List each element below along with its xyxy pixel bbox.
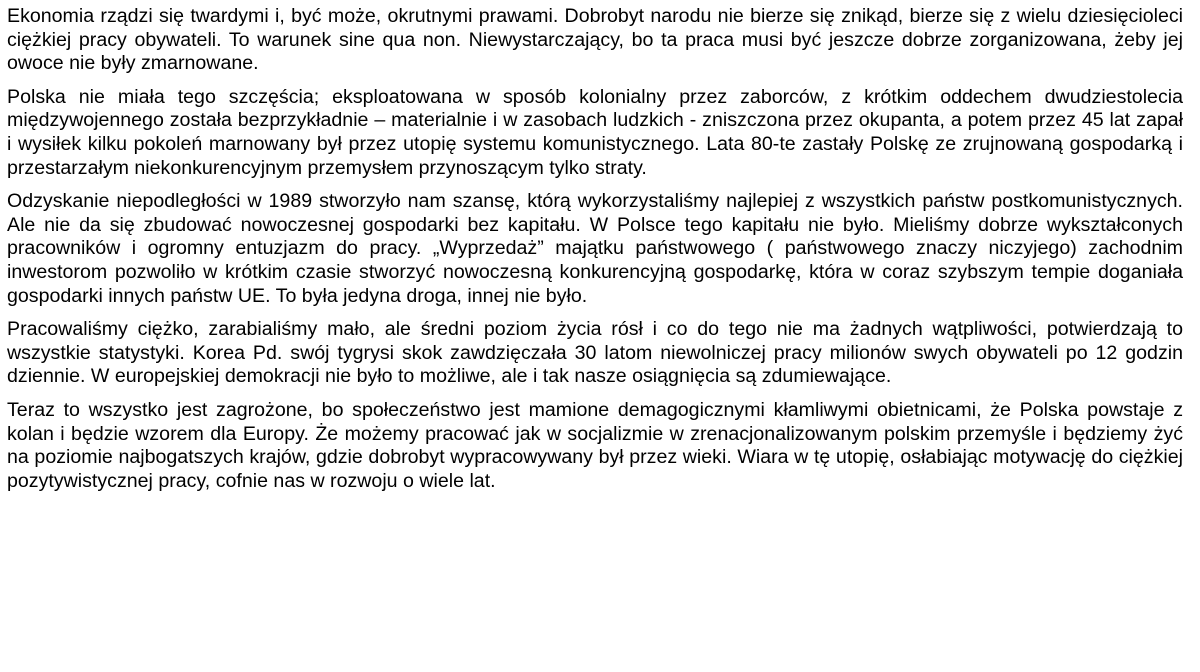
paragraph-poland-history: Polska nie miała tego szczęścia; eksploatowana w sposób kolonialny przez zaborców, z krótkim oddechem dwudziestolecia międzywojennego została bezprzykładnie – materialnie i w zasobach ludzkich - zniszczona przez okupanta, a potem przez 45 lat zapał i wysiłek kilku pokoleń marnowany był przez utopię systemu komunistycznego. Lata 80-te zastały Polskę ze zrujnowaną gospodarką i przestarzałym niekonkurencyjnym przemysłem przynoszącym tylko straty.	[7, 85, 1183, 179]
document-body	[7, 5, 1183, 493]
paragraph-independence-1989: Odzyskanie niepodległości w 1989 stworzyło nam szansę, którą wykorzystaliśmy najlepiej z wszystkich państw postkomunistycznych. Ale nie da się zbudować nowoczesnej gospodarki bez kapitału. W Polsce tego kapitału nie było. Mieliśmy dobrze wykształconych pracowników i ogromny entuzjazm do pracy. „Wyprzedaż” majątku państwowego ( państwowego znaczy niczyjego) zachodnim inwestorom pozwoliło w krótkim czasie stworzyć nowoczesną konkurencyjną gospodarkę, która w coraz szybszym tempie doganiała gospodarki innych państw UE. To była jedyna droga, innej nie było.	[7, 190, 1183, 307]
paragraph-threat: Teraz to wszystko jest zagrożone, bo społeczeństwo jest mamione demagogicznymi kłamliwymi obietnicami, że Polska powstaje z kolan i będzie wzorem dla Europy. Że możemy pracować jak w socjalizmie w zrenacjonalizowanym polskim przemyśle i będziemy żyć na poziomie najbogatszych krajów, gdzie dobrobyt wypracowywany był przez wieki. Wiara w tę utopię, osłabiając motywację do ciężkiej pozytywistycznej pracy, cofnie nas w rozwoju o wiele lat.	[7, 398, 1183, 492]
paragraph-hard-work: Pracowaliśmy ciężko, zarabialiśmy mało, ale średni poziom życia rósł i co do tego nie ma żadnych wątpliwości, potwierdzają to wszystkie statystyki. Korea Pd. swój tygrysi skok zawdzięczała 30 latom niewolniczej pracy milionów swych obywateli po 12 godzin dziennie. W europejskiej demokracji nie było to możliwe, ale i tak nasze osiągnięcia są zdumiewające.	[7, 318, 1183, 388]
paragraph-economy-laws: Ekonomia rządzi się twardymi i, być może, okrutnymi prawami. Dobrobyt narodu nie bierze się znikąd, bierze się z wielu dziesięcioleci ciężkiej pracy obywateli. To warunek sine qua non. Niewystarczający, bo ta praca musi być jeszcze dobrze zorganizowana, żeby jej owoce nie były zmarnowane.	[7, 5, 1183, 75]
